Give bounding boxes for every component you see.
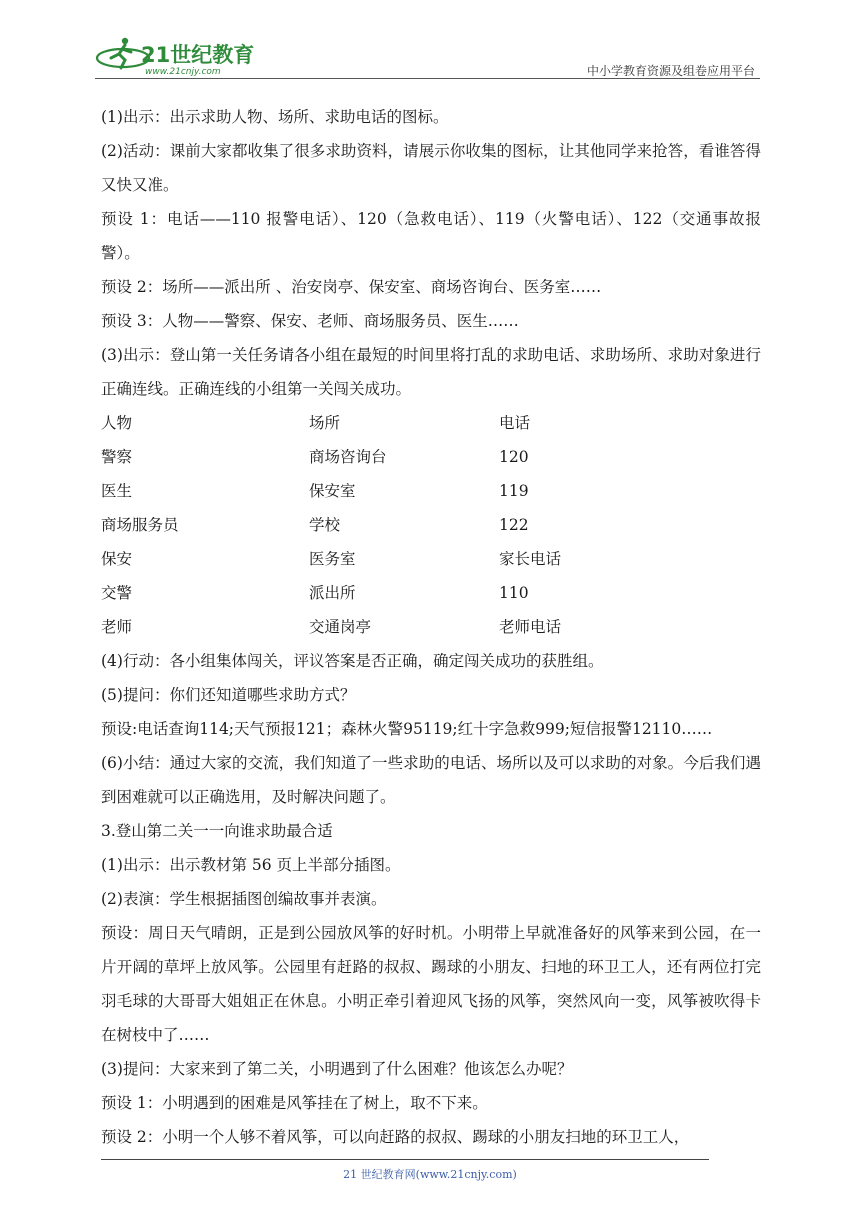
paragraph: (3)提问：大家来到了第二关，小明遇到了什么困难？他该怎么办呢？ (101, 1060, 573, 1078)
table-cell: 学校 (309, 516, 341, 534)
table-cell: 派出所 (309, 584, 356, 602)
paragraph: 预设 1：电话——110 报警电话）、120（急救电话）、119（火警电话）、122（交通事故报警）。 (101, 210, 761, 262)
svg-text:21世纪教育: 21世纪教育 (141, 43, 255, 67)
table-cell: 120 (499, 448, 529, 466)
table-row (101, 542, 761, 576)
table-row (101, 576, 761, 610)
table-cell: 122 (499, 516, 529, 534)
table-cell: 110 (499, 584, 529, 602)
paragraph: (4)行动：各小组集体闯关，评议答案是否正确，确定闯关成功的获胜组。 (101, 652, 604, 670)
table-row (101, 474, 761, 508)
svg-text:www.21cnjy.com: www.21cnjy.com (145, 67, 221, 77)
site-logo (95, 34, 265, 78)
header-divider (95, 78, 760, 79)
paragraph: 预设 3：人物——警察、保安、老师、商场服务员、医生…… (101, 312, 519, 330)
table-cell: 保安 (101, 550, 133, 568)
paragraph: (1)出示：出示教材第 56 页上半部分插图。 (101, 856, 401, 874)
table-cell: 家长电话 (499, 550, 562, 568)
paragraph: (2)活动：课前大家都收集了很多求助资料，请展示你收集的图标，让其他同学来抢答，看谁答得又快又准。 (101, 142, 761, 194)
table-cell: 保安室 (309, 482, 356, 500)
table-cell: 警察 (101, 448, 133, 466)
paragraph: 预设：周日天气晴朗，正是到公园放风筝的好时机。小明带上早就准备好的风筝来到公园，在一片开阔的草坪上放风筝。公园里有赶路的叔叔、踢球的小朋友、扫地的环卫工人，还有两位打完羽毛球的大哥哥大姐姐正在休息。小明正牵引着迎风飞扬的风筝，突然风向一变，风筝被吹得卡在树枝中了…… (101, 924, 761, 1044)
page-header (95, 34, 755, 80)
column-header: 人物 (101, 414, 133, 432)
paragraph: (5)提问：你们还知道哪些求助方式？ (101, 686, 356, 704)
section-heading: 3.登山第二关一一向谁求助最合适 (101, 822, 333, 840)
table-row (101, 610, 761, 644)
paragraph: 预设 1：小明遇到的困难是风筝挂在了树上，取不下来。 (101, 1094, 488, 1112)
table-row (101, 508, 761, 542)
footer-text: 21 世纪教育网(www.21cnjy.com) (343, 1168, 517, 1181)
footer-divider (101, 1159, 709, 1160)
document-body (101, 100, 761, 1154)
table-header-row (101, 406, 761, 440)
table-cell: 交警 (101, 584, 133, 602)
matching-table (101, 406, 761, 644)
platform-name: 中小学教育资源及组卷应用平台 (586, 64, 755, 78)
table-cell: 老师电话 (499, 618, 562, 636)
paragraph: (6)小结：通过大家的交流，我们知道了一些求助的电话、场所以及可以求助的对象。今后我们遇到困难就可以正确选用，及时解决问题了。 (101, 754, 761, 806)
table-cell: 商场服务员 (101, 516, 179, 534)
paragraph: 预设:电话查询114;天气预报121；森林火警95119;红十字急救999;短信报警12110…… (101, 720, 713, 738)
table-cell: 119 (499, 482, 529, 500)
paragraph: 预设 2：场所——派出所 、治安岗亭、保安室、商场咨询台、医务室…… (101, 278, 602, 296)
paragraph: 预设 2：小明一个人够不着风筝，可以向赶路的叔叔、踢球的小朋友扫地的环卫工人， (101, 1128, 690, 1146)
table-cell: 老师 (101, 618, 133, 636)
paragraph: (2)表演：学生根据插图创编故事并表演。 (101, 890, 387, 908)
table-cell: 交通岗亭 (309, 618, 372, 636)
paragraph: (1)出示：出示求助人物、场所、求助电话的图标。 (101, 108, 449, 126)
column-header: 电话 (499, 414, 531, 432)
table-cell: 医务室 (309, 550, 356, 568)
column-header: 场所 (309, 414, 341, 432)
paragraph: (3)出示：登山第一关任务请各小组在最短的时间里将打乱的求助电话、求助场所、求助对象进行正确连线。正确连线的小组第一关闯关成功。 (101, 346, 761, 398)
table-cell: 医生 (101, 482, 133, 500)
table-row (101, 440, 761, 474)
table-cell: 商场咨询台 (309, 448, 387, 466)
